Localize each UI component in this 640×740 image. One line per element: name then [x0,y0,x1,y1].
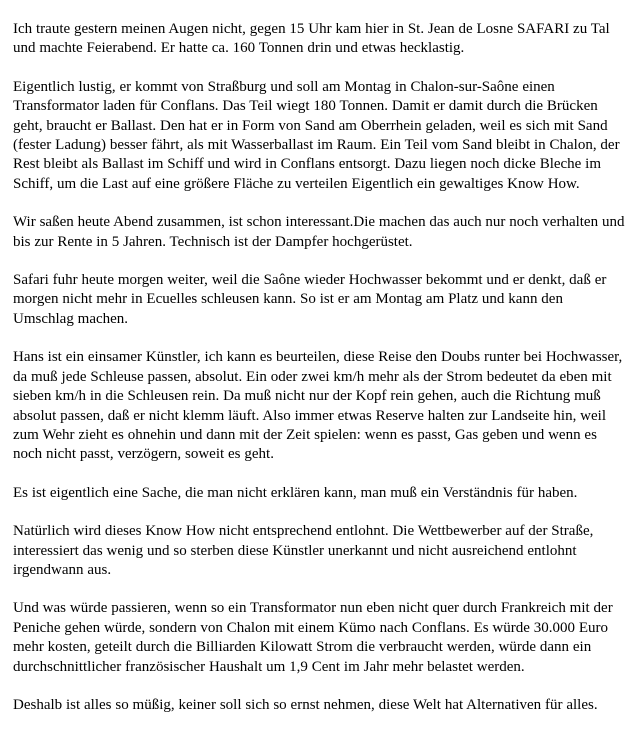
paragraph-8: Und was würde passieren, wenn so ein Transformator nun eben nicht quer durch Frankreich mit der Peniche gehen würde, sondern von Chalon mit einem Kümo nach Conflans. Es würde 30.000 Euro mehr kosten, geteilt durch die Billiarden Kilowatt Strom die verbraucht werden, würde dann ein durchschnittlicher französischer Haushalt um 1,9 Cent im Jahr mehr belastet werden. [13,600,613,675]
paragraph-2: Eigentlich lustig, er kommt von Straßburg und soll am Montag in Chalon-sur-Saône einen Transformator laden für Conflans. Das Teil wiegt 180 Tonnen. Damit er damit durch die Brücken geht, braucht er Ballast. Den hat er in Form von Sand am Oberrhein geladen, weil es sich mit Sand (fester Ladung) besser fährt, als mit Wasserballast im Raum. Ein Teil vom Sand bleibt in Chalon, der Rest bleibt als Ballast im Schiff und wird in Conflans entsorgt. Dazu liegen noch dicke Bleche im Schiff, um die Last auf eine größere Fläche zu verteilen Eigentlich ein gewaltiges Know How. [13,78,620,192]
paragraph-3: Wir saßen heute Abend zusammen, ist schon interessant.Die machen das auch nur noch verhalten und bis zur Rente in 5 Jahren. Technisch ist der Dampfer hochgerüstet. [13,214,625,250]
paragraph-9: Deshalb ist alles so müßig, keiner soll sich so ernst nehmen, diese Welt hat Alternativen für alles. [13,696,598,713]
paragraph-5: Hans ist ein einsamer Künstler, ich kann es beurteilen, diese Reise den Doubs runter bei Hochwasser, da muß jede Schleuse passen, absolut. Ein oder zwei km/h mehr als der Strom bedeutet da eben mit sieben km/h in die Schleusen rein. Da muß nicht nur der Kopf rein gehen, auch die Richtung muß absolut passen, daß er nicht klemm läuft. Also immer etwas Reserve halten zur Landseite hin, weil zum Wehr zieht es ohnehin und dann mit der Zeit spielen: wenn es passt, Gas geben und wenn es noch nicht passt, verzögern, soweit es geht. [13,349,623,463]
paragraph-7: Natürlich wird dieses Know How nicht entsprechend entlohnt. Die Wettbewerber auf der Straße, interessiert das wenig und so sterben diese Künstler unerkannt und nicht ausreichend entlohnt irgendwann aus. [13,523,594,578]
paragraph-1: Ich traute gestern meinen Augen nicht, gegen 15 Uhr kam hier in St. Jean de Losne SAFARI zu Tal und machte Feierabend. Er hatte ca. 160 Tonnen drin und etwas hecklastig. [13,21,610,57]
paragraph-4: Safari fuhr heute morgen weiter, weil die Saône wieder Hochwasser bekommt und er denkt, daß er morgen nicht mehr in Ecuelles schleusen kann. So ist er am Montag am Platz und kann den Umschlag machen. [13,272,607,327]
paragraph-6: Es ist eigentlich eine Sache, die man nicht erklären kann, man muß ein Verständnis für haben. [13,484,578,501]
